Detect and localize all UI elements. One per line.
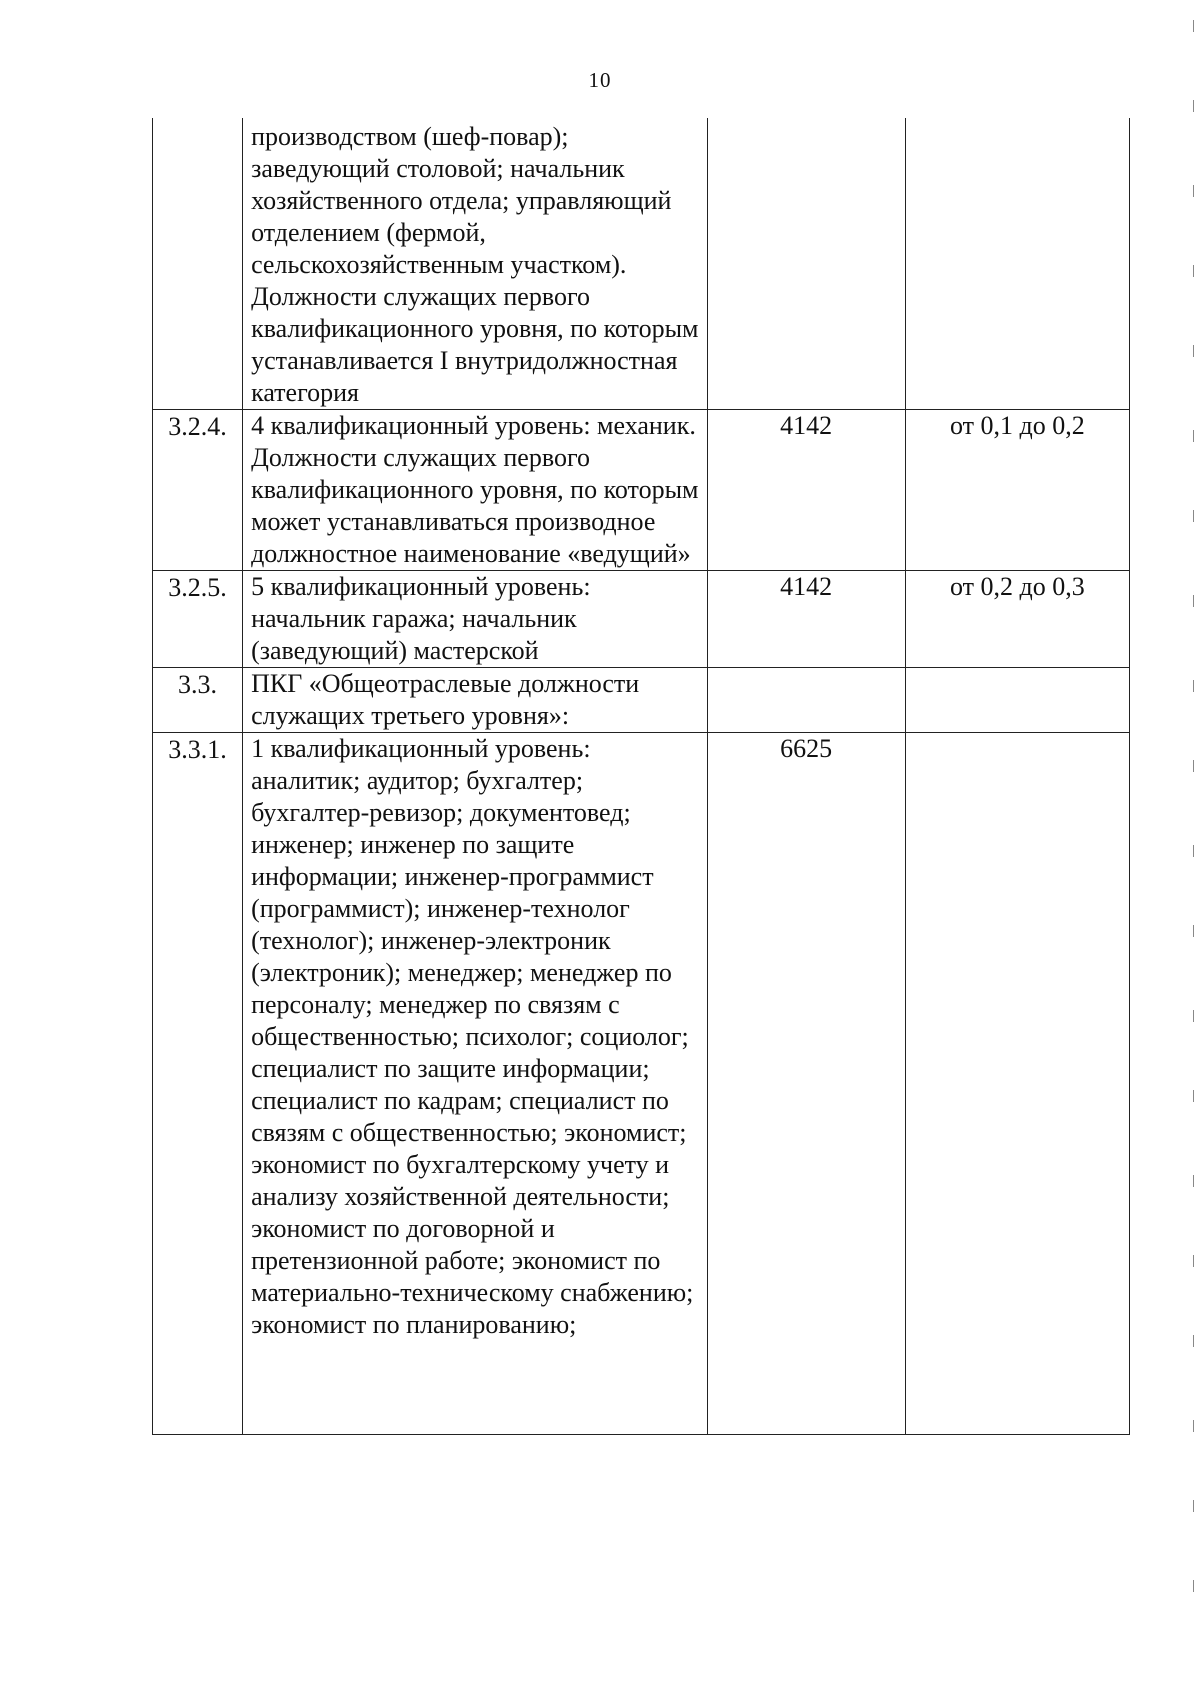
scan-edge-mark (1193, 925, 1194, 937)
scan-edge-mark (1193, 1090, 1194, 1102)
salary-cell: 6625 (707, 733, 905, 1435)
scan-edge-mark (1193, 1420, 1194, 1432)
row-number-cell (153, 118, 243, 410)
scan-edge-mark (1193, 20, 1194, 32)
position-name-text: производством (шеф-повар); заведующий столовой; начальник хозяйственного отдела; управляющий отделением (фермой, сельскохозяйственным участком). Должности служащих первого квалификационного уровня, по которым устанавливается I внутридолжностная категория (251, 122, 699, 407)
row-number-cell: 3.3. (153, 668, 243, 733)
scan-edge-mark (1193, 595, 1194, 607)
position-name-text: 1 квалификационный уровень: аналитик; аудитор; бухгалтер; бухгалтер-ревизор; документовед; инженер; инженер по защите информации; инженер-программист (программист); инженер-технолог (технолог); инженер-электроник (электроник); менеджер; менеджер по персоналу; менеджер по связям с общественностью; психолог; социолог; специалист по защите информации; специалист по кадрам; специалист по связям с общественностью; экономист; экономист по бухгалтерскому учету и анализу хозяйственной деятельности; экономист по договорной и претензионной работе; экономист по материально-техническому снабжению; экономист по планированию; (251, 734, 694, 1339)
position-name-cell (243, 571, 707, 668)
coefficient-cell (905, 733, 1129, 1435)
salary-cell: 4142 (707, 571, 905, 668)
scan-edge-mark (1193, 345, 1194, 357)
scan-edge-mark (1193, 1175, 1194, 1187)
scan-edge-mark (1193, 680, 1194, 692)
scan-edge-mark (1193, 1580, 1194, 1592)
position-name-text: 4 квалификационный уровень: механик. Должности служащих первого квалификационного уровня, по которым может устанавливаться производное должностное наименование «ведущий» (251, 411, 699, 568)
salary-cell (707, 668, 905, 733)
coefficient-cell: от 0,2 до 0,3 (905, 571, 1129, 668)
scan-edge-mark (1193, 430, 1194, 442)
salary-cell: 4142 (707, 410, 905, 571)
coefficient-cell (905, 118, 1129, 410)
row-number-cell: 3.2.4. (153, 410, 243, 571)
scan-edge-mark (1193, 1500, 1194, 1512)
table-row (153, 410, 1130, 571)
position-name-cell (243, 118, 707, 410)
scan-edge-mark (1193, 185, 1194, 197)
coefficient-cell (905, 668, 1129, 733)
scan-edge-mark (1193, 1255, 1194, 1267)
table-row (153, 733, 1130, 1435)
scan-edge-mark (1193, 265, 1194, 277)
table-row (153, 668, 1130, 733)
row-number-cell: 3.3.1. (153, 733, 243, 1435)
scan-edge-mark (1193, 100, 1194, 112)
position-name-text: 5 квалификационный уровень: начальник гаража; начальник (заведующий) мастерской (251, 572, 591, 665)
page-number: 10 (588, 68, 612, 92)
coefficient-cell: от 0,1 до 0,2 (905, 410, 1129, 571)
scan-edge-mark (1193, 1010, 1194, 1022)
row-number-cell: 3.2.5. (153, 571, 243, 668)
position-name-cell (243, 668, 707, 733)
scan-edge-mark (1193, 1335, 1194, 1347)
table-row (153, 118, 1130, 410)
salary-table (152, 118, 1130, 1435)
position-name-text: ПКГ «Общеотраслевые должности служащих третьего уровня»: (251, 669, 640, 730)
scan-edge-mark (1193, 845, 1194, 857)
scan-edge-mark (1193, 760, 1194, 772)
scan-edge-mark (1193, 510, 1194, 522)
position-name-cell (243, 410, 707, 571)
salary-cell (707, 118, 905, 410)
table-row (153, 571, 1130, 668)
position-name-cell (243, 733, 707, 1435)
